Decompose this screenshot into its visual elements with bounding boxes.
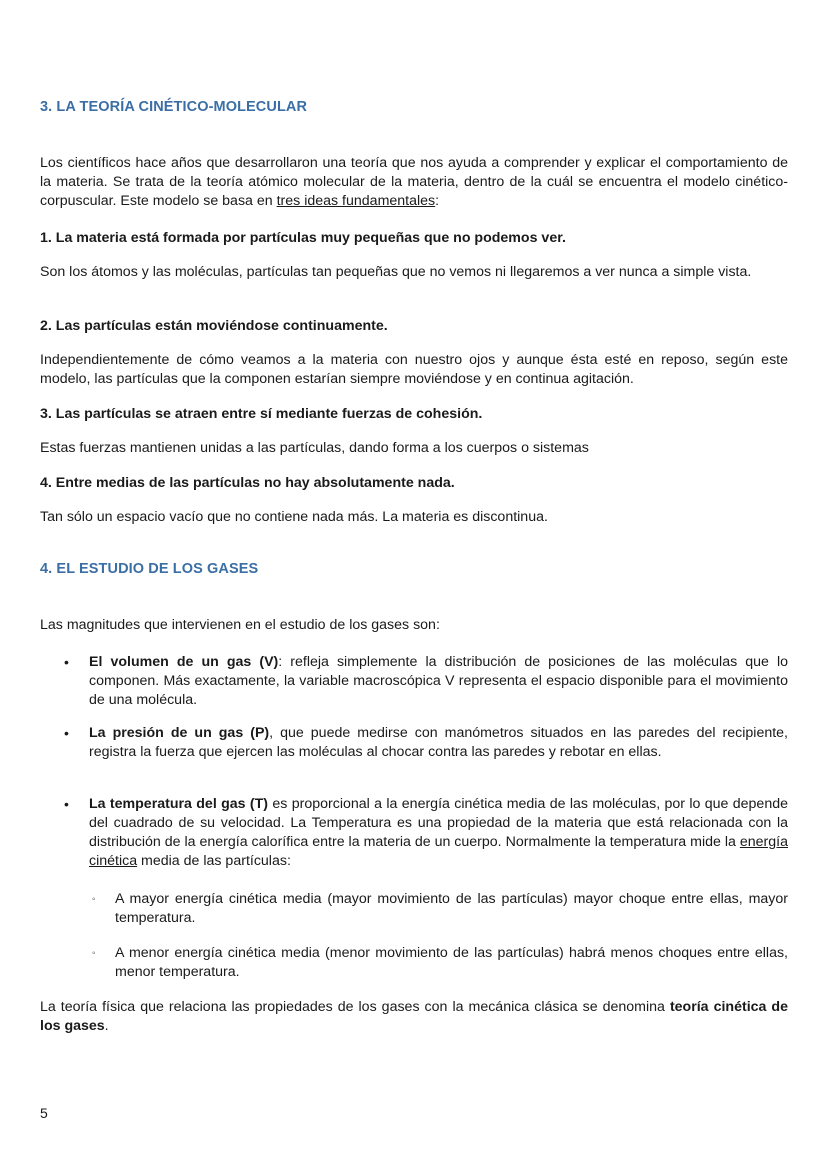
idea-1-title: 1. La materia está formada por partículas muy pequeñas que no podemos ver.	[40, 230, 566, 246]
idea-2-text: Independientemente de cómo veamos a la materia con nuestro ojos y aunque ésta esté en reposo, según este modelo, las partículas que la componen estarían siempre moviéndose y en continua agitación.	[40, 352, 788, 387]
idea-1-text: Son los átomos y las moléculas, partículas tan pequeñas que no vemos ni llegaremos a ver nunca a simple vista.	[40, 264, 752, 280]
section-3-heading: 3. LA TEORÍA CINÉTICO-MOLECULAR	[40, 99, 308, 115]
sub-bullet-higher: ◦ A mayor energía cinética media (mayor movimiento de las partículas) mayor choque entre ellas, mayor temperatura.	[92, 891, 788, 926]
idea-4-title: 4. Entre medias de las partículas no hay absolutamente nada.	[40, 475, 455, 491]
bullet-pressure: • La presión de un gas (P), que puede medirse con manómetros situados en las paredes del recipiente, registra la fuerza que ejercen las moléculas al chocar contra las paredes y rebotar en ellas.	[64, 725, 788, 760]
idea-4-text: Tan sólo un espacio vacío que no contiene nada más. La materia es discontinua.	[40, 509, 548, 525]
bullet-icon: •	[64, 725, 69, 741]
bullet-icon: •	[64, 796, 69, 812]
underlined-term: tres ideas fundamentales	[276, 193, 436, 209]
bullet-temperature: • La temperatura del gas (T) es proporcional a la energía cinética media de las moléculas, por lo que depende del cuadrado de su velocidad. La Temperatura es una propiedad de la materia que está relacionada con la distribución de la energía calorífica entre la materia de un cuerpo. Normalmente la temperatura mide la energía cinética media de las partículas:	[64, 796, 788, 869]
page-number: 5	[40, 1105, 48, 1121]
sub-bullet-icon: ◦	[92, 948, 96, 959]
underlined-term: energía cinética	[89, 834, 788, 869]
sub-bullet-icon: ◦	[92, 894, 96, 905]
section-4-heading: 4. EL ESTUDIO DE LOS GASES	[40, 561, 259, 577]
idea-3-title: 3. Las partículas se atraen entre sí mediante fuerzas de cohesión.	[40, 406, 483, 422]
idea-3-text: Estas fuerzas mantienen unidas a las partículas, dando forma a los cuerpos o sistemas	[40, 440, 589, 456]
bullet-volume: • El volumen de un gas (V): refleja simplemente la distribución de posiciones de las moléculas que lo componen. Más exactamente, la variable macroscópica V representa el espacio disponible para el movimiento de una molécula.	[64, 654, 788, 708]
bullet-icon: •	[64, 654, 69, 670]
section-3-intro: Los científicos hace años que desarrollaron una teoría que nos ayuda a comprender y explicar el comportamiento de la materia. Se trata de la teoría atómico molecular de la materia, dentro de la cuál se encuentra el modelo cinético-corpuscular. Este modelo se basa en tres ideas fundamentales:	[40, 155, 788, 209]
sub-bullet-lower: ◦ A menor energía cinética media (menor movimiento de las partículas) habrá menos choques entre ellas, menor temperatura.	[92, 945, 788, 980]
section-4-intro: Las magnitudes que intervienen en el estudio de los gases son:	[40, 617, 440, 633]
idea-2-title: 2. Las partículas están moviéndose continuamente.	[40, 318, 388, 334]
closing-paragraph: La teoría física que relaciona las propiedades de los gases con la mecánica clásica se denomina teoría cinética de los gases.	[40, 999, 788, 1034]
